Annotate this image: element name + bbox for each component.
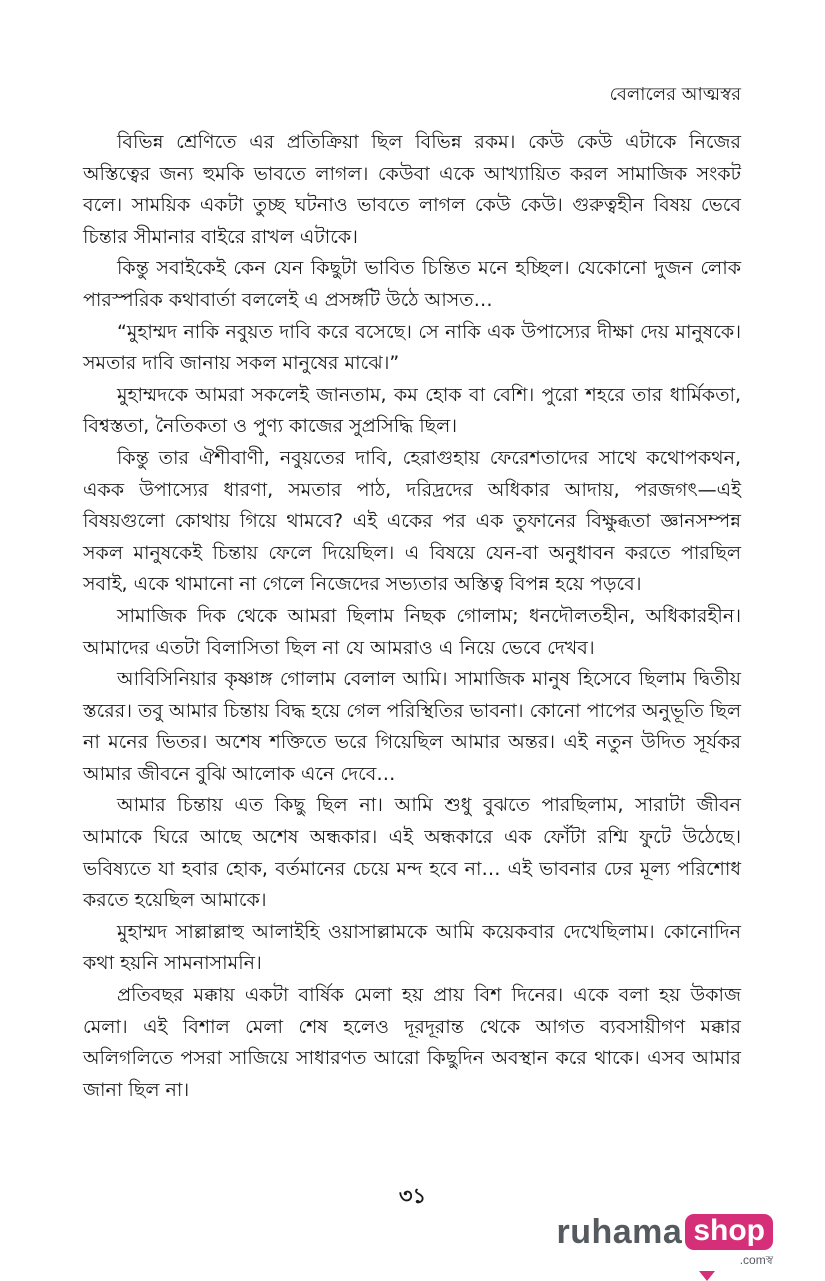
body-text: [83, 127, 741, 1106]
speech-bubble-tail-icon: [699, 1271, 715, 1281]
paragraph: কিন্তু সবাইকেই কেন যেন কিছুটা ভাবিত চিন্তিত মনে হচ্ছিল। যেকোনো দুজন লোক পারস্পরিক কথাবার্তা বললেই এ প্রসঙ্গটি উঠে আসত…: [83, 257, 741, 311]
paragraph: আবিসিনিয়ার কৃষ্ণাঙ্গ গোলাম বেলাল আমি। সামাজিক মানুষ হিসেবে ছিলাম দ্বিতীয় স্তরের। তবু আমার চিন্তায় বিদ্ধ হয়ে গেল পরিস্থিতির ভাবনা। কোনো পাপের অনুভূতি ছিল না মনের ভিতর। অশেষ শক্তিতে ভরে গিয়েছিল আমার অন্তর। এই নতুন উদিত সূর্যকর আমার জীবনে বুঝি আলোক এনে দেবে…: [83, 668, 741, 785]
paragraph: বিভিন্ন শ্রেণিতে এর প্রতিক্রিয়া ছিল বিভিন্ন রকম। কেউ কেউ এটাকে নিজের অস্তিত্বের জন্য হুমকি ভাবতে লাগল। কেউবা একে আখ্যায়িত করল সামাজিক সংকট বলে। সাময়িক একটা তুচ্ছ ঘটনাও ভাবতে লাগল কেউ কেউ। গুরুত্বহীন বিষয় ভেবে চিন্তার সীমানার বাইরে রাখল এটাকে।: [83, 131, 741, 248]
watermark-shop-badge: [685, 1214, 773, 1272]
paragraph: সামাজিক দিক থেকে আমরা ছিলাম নিছক গোলাম; ধনদৌলতহীন, অধিকারহীন। আমাদের এতটা বিলাসিতা ছিল না যে আমরাও এ নিয়ে ভেবে দেখব।: [83, 604, 741, 659]
watermark-ruhama-text: ruhama: [556, 1213, 683, 1251]
paragraph: “মুহাম্মদ নাকি নবুয়ত দাবি করে বসেছে। সে নাকি এক উপাস্যের দীক্ষা দেয় মানুষকে। সমতার দাবি জানায় সকল মানুষের মাঝে।”: [83, 320, 741, 375]
paragraph: মুহাম্মদকে আমরা সকলেই জানতাম, কম হোক বা বেশি। পুরো শহরে তার ধার্মিকতা, বিশ্বস্ততা, নৈতিকতা ও পুণ্য কাজের সুপ্রসিদ্ধি ছিল।: [83, 383, 741, 438]
paragraph: আমার চিন্তায় এত কিছু ছিল না। আমি শুধু বুঝতে পারছিলাম, সারাটা জীবন আমাকে ঘিরে আছে অশেষ অন্ধকার। এই অন্ধকারে এক ফোঁটা রশ্মি ফুটে উঠেছে। ভবিষ্যতে যা হবার হোক, বর্তমানের চেয়ে মন্দ হবে না… এই ভাবনার ঢের মূল্য পরিশোধ করতে হয়েছিল আমাকে।: [83, 794, 741, 912]
page-number: ৩১: [398, 1184, 427, 1208]
paragraph: প্রতিবছর মক্কায় একটা বার্ষিক মেলা হয় প্রায় বিশ দিনের। একে বলা হয় উকাজ মেলা। এই বিশাল মেলা শেষ হলেও দূরদূরান্ত থেকে আগত ব্যবসায়ীগণ মক্কার অলিগলিতে পসরা সাজিয়ে সাধারণত আরো কিছুদিন অবস্থান করে থাকে। এসব আমার জানা ছিল না।: [83, 984, 741, 1101]
watermark-domain-suffix: .comস্ব: [739, 1253, 773, 1267]
paragraph: মুহাম্মদ সাল্লাল্লাহু আলাইহি ওয়াসাল্লামকে আমি কয়েকবার দেখেছিলাম। কোনোদিন কথা হয়নি সামনাসামনি।: [83, 920, 741, 975]
publisher-watermark: [557, 1210, 774, 1272]
running-header: বেলালের আত্মস্বর: [609, 84, 741, 105]
paragraph: কিন্তু তার ঐশীবাণী, নবুয়তের দাবি, হেরাগুহায় ফেরেশতাদের সাথে কথোপকথন, একক উপাস্যের ধারণা, সমতার পাঠ, দরিদ্রদের অধিকার আদায়, পরজগৎ—এই বিষয়গুলো কোথায় গিয়ে থামবে? এই একের পর এক তুফানের বিক্ষুব্ধতা জ্ঞানসম্পন্ন সকল মানুষকেই চিন্তায় ফেলে দিয়েছিল। এ বিষয়ে যেন-বা অনুধাবন করতে পারছিল সবাই, একে থামানো না গেলে নিজেদের সভ্যতার অস্তিত্ব বিপন্ন হয়ে পড়বে।: [83, 446, 741, 596]
watermark-shop-text: shop: [685, 1214, 773, 1250]
